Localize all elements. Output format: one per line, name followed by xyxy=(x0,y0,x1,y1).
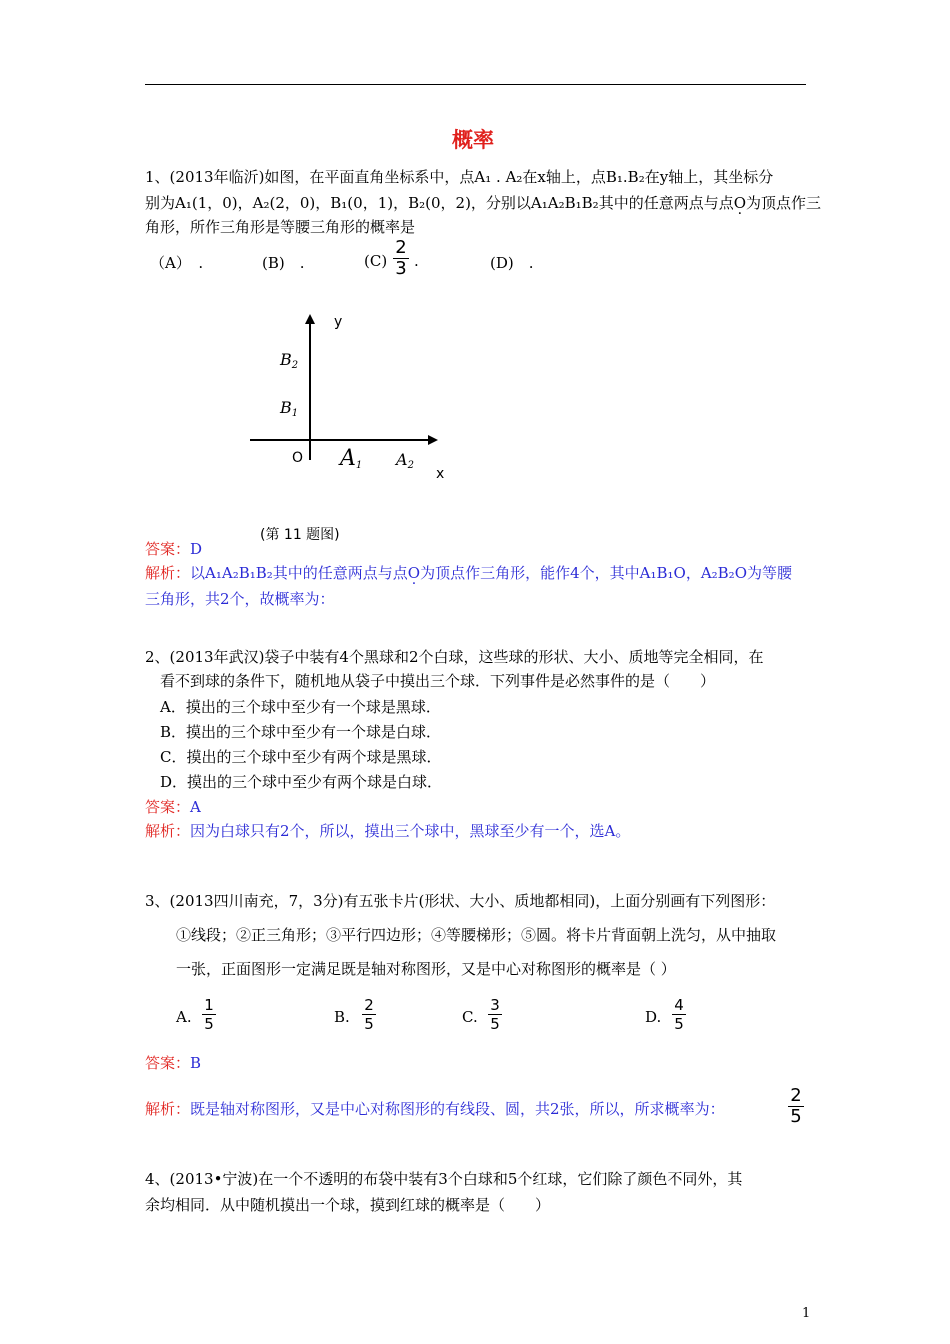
q3-option-a: A. xyxy=(176,1008,192,1026)
q3-option-d: D. xyxy=(645,1008,662,1026)
q3-option-d-fraction: 4 5 xyxy=(672,996,686,1033)
q3-line-3: 一张，正面图形一定满足既是轴对称图形，又是中心对称图形的概率是（ ） xyxy=(176,960,676,978)
q2-option-a: A．摸出的三个球中至少有一个球是黑球． xyxy=(160,698,441,716)
point-b1-label: $B_1$ xyxy=(280,398,299,419)
q1-option-b: (B) . xyxy=(262,254,305,272)
q2-line-1: 2、(2013年武汉)袋子中装有4个黑球和2个白球，这些球的形状、大小、质地等完全相同，在 xyxy=(145,648,764,666)
q3-answer: 答案：B xyxy=(145,1054,202,1072)
q2-answer: 答案：A xyxy=(145,798,201,816)
header-rule xyxy=(145,84,806,85)
q2-option-b: B．摸出的三个球中至少有一个球是白球． xyxy=(160,723,442,741)
q3-line-1: 3、(2013四川南充，7，3分)有五张卡片(形状、大小、质地都相同)，上面分别画有下列图形： xyxy=(145,892,776,910)
y-axis-arrow xyxy=(305,314,315,324)
point-a1-label: $A_1$ xyxy=(340,446,363,471)
point-a2-label: $A_2$ xyxy=(396,450,414,471)
origin-label: O xyxy=(292,450,304,466)
q1-line-1: 1、(2013年临沂)如图，在平面直角坐标系中，点A₁ . A₂在x轴上，点B₁.B₂在y轴上，其坐标分 xyxy=(145,168,774,186)
q3-analysis: 解析：既是轴对称图形，又是中心对称图形的有线段、圆，共2张，所以，所求概率为： xyxy=(145,1100,725,1118)
q1-analysis-line-1: 解析：以A₁A₂B₁B₂其中的任意两点与点O ·为顶点作三角形，能作4个，其中A₁B₁O，A₂B₂O为等腰 xyxy=(145,562,792,583)
q1-option-c: (C) xyxy=(364,252,388,270)
x-axis-label: x xyxy=(436,466,445,482)
q3-option-a-fraction: 1 5 xyxy=(202,996,216,1033)
q1-line-2: 别为A₁(1，0)，A₂(2，0)，B₁(0，1)，B₂(0，2)，分别以A₁A₂B₁B₂其中的任意两点与点O ·为顶点作三 xyxy=(145,192,821,213)
q1-option-a: （A） . xyxy=(150,254,204,272)
q1-analysis-line-2: 三角形，共2个，故概率为： xyxy=(145,590,335,608)
q1-line-3: 角形，所作三角形是等腰三角形的概率是 xyxy=(145,218,416,236)
q3-option-c-fraction: 3 5 xyxy=(488,996,502,1033)
q1-option-d: (D) . xyxy=(490,254,534,272)
q4-line-1: 4、(2013•宁波)在一个不透明的布袋中装有3个白球和5个红球，它们除了颜色不同外，其 xyxy=(145,1170,743,1188)
figure-caption: (第 11 题图) xyxy=(260,527,340,543)
q2-analysis: 解析：因为白球只有2个，所以，摸出三个球中，黑球至少有一个，选A。 xyxy=(145,822,631,840)
point-b2-label: $B_2$ xyxy=(280,350,299,371)
q2-option-d: D．摸出的三个球中至少有两个球是白球． xyxy=(160,773,443,791)
y-axis-label: y xyxy=(334,314,343,330)
page-number: 1 xyxy=(802,1306,811,1321)
q2-option-c: C．摸出的三个球中至少有两个球是黑球． xyxy=(160,748,442,766)
q1-point-o: O · xyxy=(734,194,746,212)
q3-line-2: ①线段；②正三角形；③平行四边形；④等腰梯形；⑤圆。将卡片背面朝上洗匀，从中抽取 xyxy=(176,926,777,944)
q3-option-b-fraction: 2 5 xyxy=(362,996,376,1033)
q2-line-2: 看不到球的条件下，随机地从袋子中摸出三个球．下列事件是必然事件的是（ ） xyxy=(160,672,716,690)
page-title: 概率 xyxy=(452,128,494,152)
q1-option-c-tail: . xyxy=(414,252,419,270)
q1-option-c-fraction: 2 3 xyxy=(393,238,409,279)
q3-option-b: B. xyxy=(334,1008,350,1026)
q1-answer: 答案：D xyxy=(145,540,203,558)
q4-line-2: 余均相同．从中随机摸出一个球，摸到红球的概率是（ ） xyxy=(145,1196,551,1214)
q3-option-c: C. xyxy=(462,1008,478,1026)
x-axis-arrow xyxy=(428,435,438,445)
q3-analysis-fraction: 2 5 xyxy=(788,1086,804,1127)
